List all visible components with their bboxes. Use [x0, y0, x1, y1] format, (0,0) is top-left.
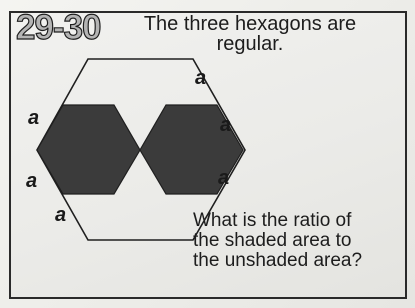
label-a-left-upper: a — [28, 107, 40, 129]
label-a-right-lower: a — [218, 167, 230, 189]
prompt-line-2: regular. — [216, 33, 284, 55]
problem-number: 29-30 — [16, 8, 101, 47]
left-shaded-hexagon — [37, 105, 140, 194]
label-a-left-lower: a — [26, 170, 38, 192]
question-line-1: What is the ratio of — [193, 210, 352, 231]
label-a-right-upper: a — [220, 114, 232, 136]
label-a-top-right: a — [195, 67, 207, 89]
question-line-2: the shaded area to — [193, 230, 352, 251]
label-a-bottom-left: a — [55, 204, 67, 226]
question-line-3: the unshaded area? — [193, 250, 363, 271]
prompt-line-1: The three hexagons are — [143, 13, 357, 35]
problem-question — [193, 211, 403, 271]
